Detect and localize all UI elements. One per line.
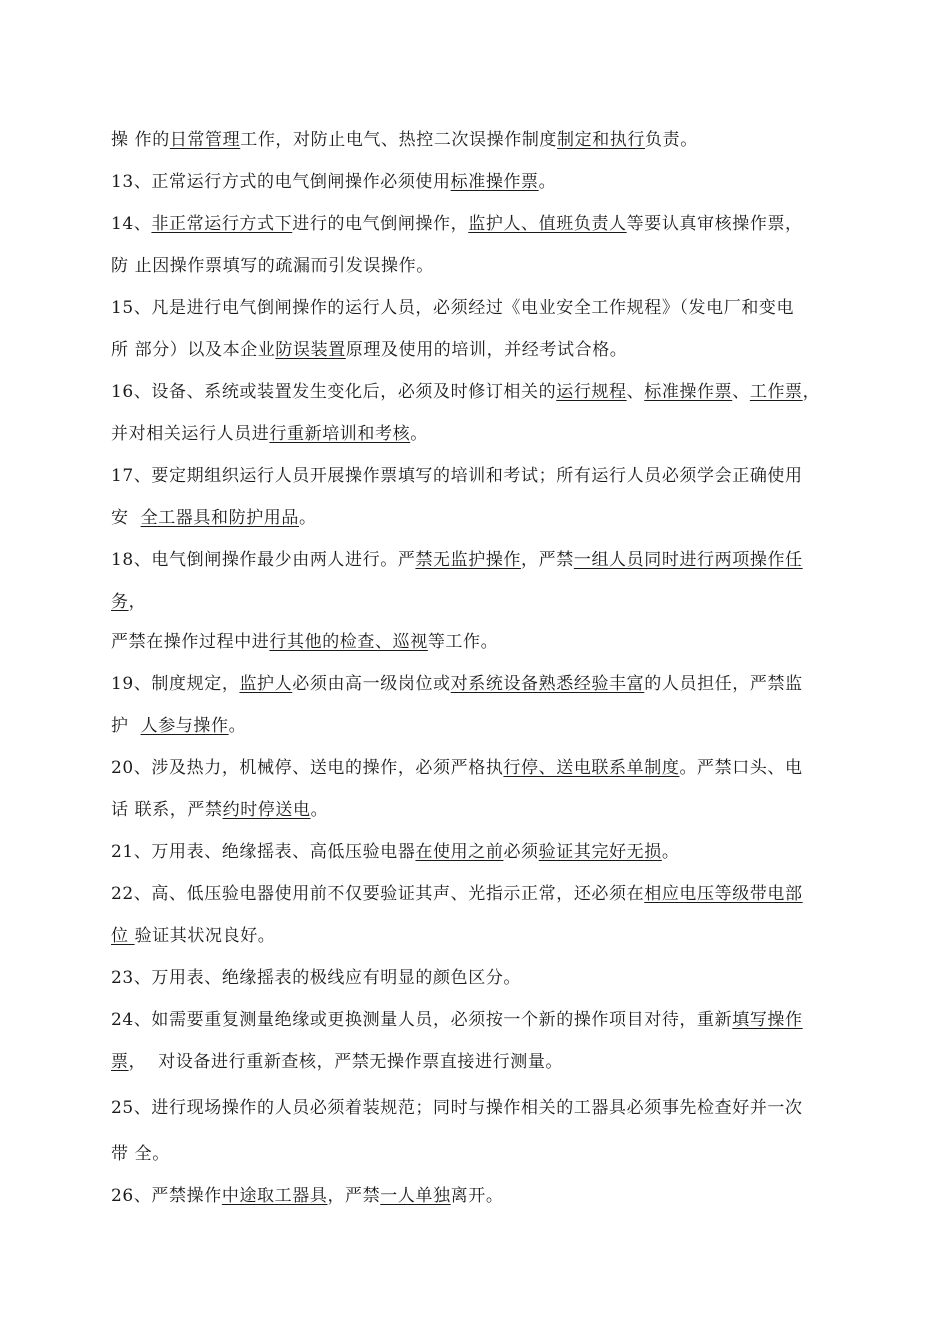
item-16-cont: 并对相关运行人员进行重新培训和考核。 bbox=[111, 424, 428, 444]
item-25-cont: 带 全。 bbox=[111, 1144, 170, 1164]
item-15: 15、凡是进行电气倒闸操作的运行人员，必须经过《电业安全工作规程》（发电厂和变电 bbox=[111, 298, 795, 318]
item-19-cont: 护 人参与操作。 bbox=[111, 716, 247, 736]
item-18-cont: 务， bbox=[111, 592, 147, 612]
item-15-cont: 所 部分）以及本企业防误装置原理及使用的培训，并经考试合格。 bbox=[111, 340, 628, 360]
item-23: 23、万用表、绝缘摇表的极线应有明显的颜色区分。 bbox=[111, 968, 522, 988]
item-17-cont: 安 全工器具和防护用品。 bbox=[111, 508, 317, 528]
item-20-cont: 话 联系，严禁约时停送电。 bbox=[111, 800, 329, 820]
item-21: 21、万用表、绝缘摇表、高低压验电器在使用之前必须验证其完好无损。 bbox=[111, 842, 680, 862]
item-16: 16、设备、系统或装置发生变化后，必须及时修订相关的运行规程、标准操作票、工作票， bbox=[111, 382, 821, 402]
item-14: 14、非正常运行方式下进行的电气倒闸操作，监护人、值班负责人等要认真审核操作票， bbox=[111, 214, 803, 234]
item-22-cont: 位 验证其状况良好。 bbox=[111, 926, 276, 946]
item-19: 19、制度规定，监护人必须由高一级岗位或对系统设备熟悉经验丰富的人员担任，严禁监 bbox=[111, 674, 803, 694]
item-20: 20、涉及热力，机械停、送电的操作，必须严格执行停、送电联系单制度。严禁口头、电 bbox=[111, 758, 803, 778]
item-14-cont: 防 止因操作票填写的疏漏而引发误操作。 bbox=[111, 256, 434, 276]
item-25: 25、进行现场操作的人员必须着装规范；同时与操作相关的工器具必须事先检查好并一次 bbox=[111, 1098, 803, 1118]
item-18: 18、电气倒闸操作最少由两人进行。严禁无监护操作，严禁一组人员同时进行两项操作任 bbox=[111, 550, 803, 570]
item-24: 24、如需要重复测量绝缘或更换测量人员，必须按一个新的操作项目对待，重新填写操作 bbox=[111, 1010, 803, 1030]
item-13: 13、正常运行方式的电气倒闸操作必须使用标准操作票。 bbox=[111, 172, 557, 192]
item-17: 17、要定期组织运行人员开展操作票填写的培训和考试；所有运行人员必须学会正确使用 bbox=[111, 466, 803, 486]
text-line-1: 操 作的日常管理工作，对防止电气、热控二次误操作制度制定和执行负责。 bbox=[111, 130, 698, 150]
item-22: 22、高、低压验电器使用前不仅要验证其声、光指示正常，还必须在相应电压等级带电部 bbox=[111, 884, 803, 904]
item-24-cont: 票， 对设备进行重新查核，严禁无操作票直接进行测量。 bbox=[111, 1052, 564, 1072]
item-26: 26、严禁操作中途取工器具，严禁一人单独离开。 bbox=[111, 1186, 504, 1206]
item-18-cont-2: 严禁在操作过程中进行其他的检查、巡视等工作。 bbox=[111, 632, 499, 652]
